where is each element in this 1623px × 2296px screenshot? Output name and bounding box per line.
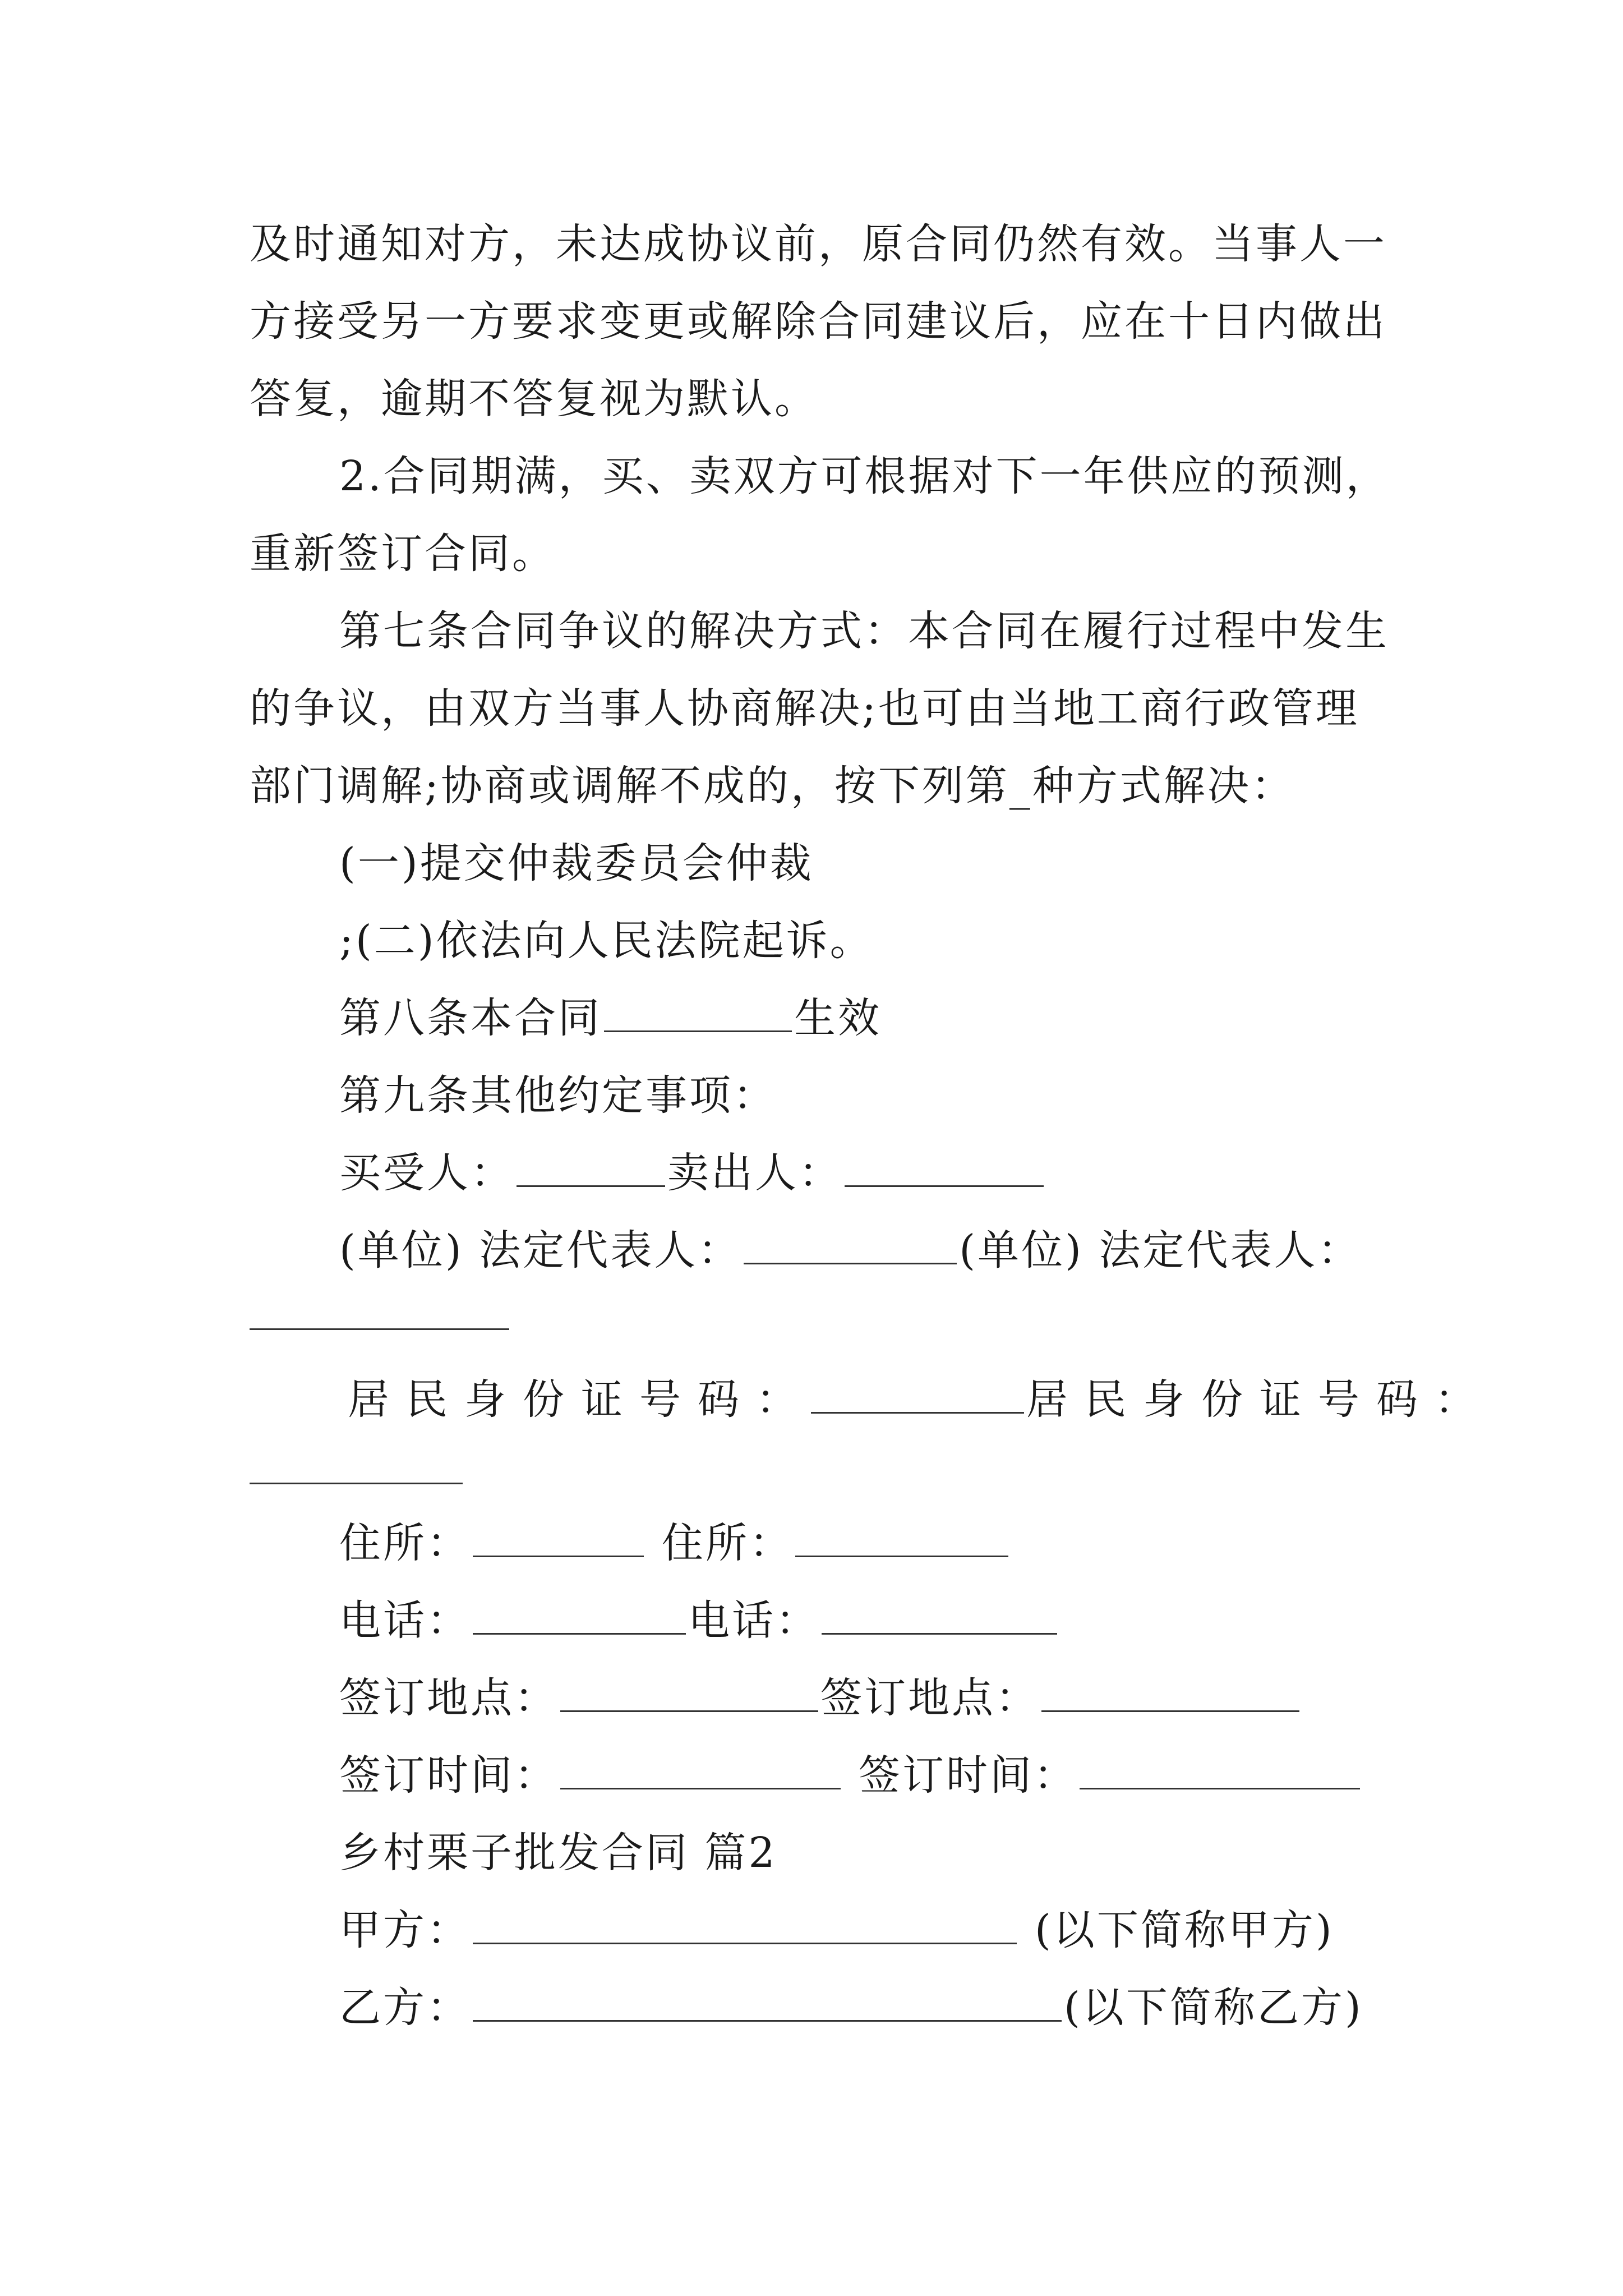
id-label-2: 居民身份证号码： xyxy=(1026,1375,1493,1424)
sign-place-blank-2[interactable] xyxy=(1041,1672,1299,1712)
address-blank-1[interactable] xyxy=(473,1517,644,1557)
seller-label: 卖出人： xyxy=(667,1149,842,1197)
sign-place-label-2: 签订地点： xyxy=(820,1674,1039,1722)
id-number-line xyxy=(348,1372,1493,1428)
address-blank-2[interactable] xyxy=(795,1517,1008,1557)
address-label-1: 住所： xyxy=(339,1519,471,1567)
phone-line xyxy=(339,1593,1059,1649)
party-a-line xyxy=(339,1902,1334,1958)
sign-time-blank-2[interactable] xyxy=(1080,1750,1360,1789)
buyer-seller-line xyxy=(339,1145,1046,1201)
paragraph-line: 答复，逾期不答复视为默认。 xyxy=(250,375,818,423)
phone-label-2: 电话： xyxy=(688,1596,819,1645)
sign-time-label-1: 签订时间： xyxy=(339,1751,558,1800)
party-b-line xyxy=(339,1980,1363,2036)
contract-2-title: 乡村栗子批发合同 篇2 xyxy=(339,1829,777,1877)
address-label-2: 住所： xyxy=(662,1519,793,1567)
article-7-line: 的争议，由双方当事人协商解决;也可由当地工商行政管理 xyxy=(250,684,1359,733)
party-b-blank[interactable] xyxy=(473,1982,1062,2022)
article-8-suffix: 生效 xyxy=(794,994,882,1042)
paragraph-line: 及时通知对方，未达成协议前，原合同仍然有效。当事人一 xyxy=(250,220,1387,268)
sign-place-blank-1[interactable] xyxy=(560,1672,818,1712)
party-b-suffix: (以下简称乙方) xyxy=(1064,1984,1363,2032)
legal-rep-blank-2[interactable] xyxy=(250,1328,509,1330)
buyer-blank[interactable] xyxy=(517,1147,665,1187)
seller-blank[interactable] xyxy=(845,1147,1044,1187)
sign-place-label-1: 签订地点： xyxy=(339,1674,558,1722)
sign-time-line xyxy=(339,1747,1362,1803)
option-1: (一)提交仲裁委员会仲裁 xyxy=(339,839,814,887)
party-b-label: 乙方： xyxy=(339,1984,471,2032)
phone-blank-1[interactable] xyxy=(473,1595,686,1635)
legal-rep-line xyxy=(339,1222,1362,1278)
id-blank-2[interactable] xyxy=(250,1483,463,1484)
article-7-line: 部门调解;协商或调解不成的，按下列第_种方式解决： xyxy=(250,762,1295,810)
effective-blank[interactable] xyxy=(604,992,792,1032)
item-2-line: 2.合同期满，买、卖双方可根据对下一年供应的预测， xyxy=(339,452,1390,500)
id-label-1: 居民身份证号码： xyxy=(348,1375,814,1424)
id-blank-1[interactable] xyxy=(811,1374,1024,1414)
party-a-blank[interactable] xyxy=(473,1904,1017,1944)
buyer-label: 买受人： xyxy=(339,1149,514,1197)
item-2-line: 重新签订合同。 xyxy=(250,530,556,578)
paragraph-line: 方接受另一方要求变更或解除合同建议后，应在十日内做出 xyxy=(250,297,1387,346)
sign-time-label-2: 签订时间： xyxy=(859,1751,1077,1800)
party-a-suffix: (以下简称甲方) xyxy=(1035,1906,1334,1954)
address-line xyxy=(339,1515,1011,1571)
sign-time-blank-1[interactable] xyxy=(560,1750,841,1789)
party-a-label: 甲方： xyxy=(339,1906,471,1954)
option-2: ;(二)依法向人民法院起诉。 xyxy=(339,917,874,965)
phone-label-1: 电话： xyxy=(339,1596,471,1645)
legal-rep-label-2: (单位) 法定代表人： xyxy=(959,1226,1362,1274)
article-9: 第九条其他约定事项： xyxy=(339,1071,777,1120)
article-7-line: 第七条合同争议的解决方式：本合同在履行过程中发生 xyxy=(339,607,1389,655)
legal-rep-blank-1[interactable] xyxy=(744,1225,957,1264)
legal-rep-label-1: (单位) 法定代表人： xyxy=(339,1226,742,1274)
phone-blank-2[interactable] xyxy=(822,1595,1057,1635)
sign-place-line xyxy=(339,1670,1302,1726)
article-8-prefix: 第八条本合同 xyxy=(339,994,602,1042)
article-8 xyxy=(339,990,882,1046)
